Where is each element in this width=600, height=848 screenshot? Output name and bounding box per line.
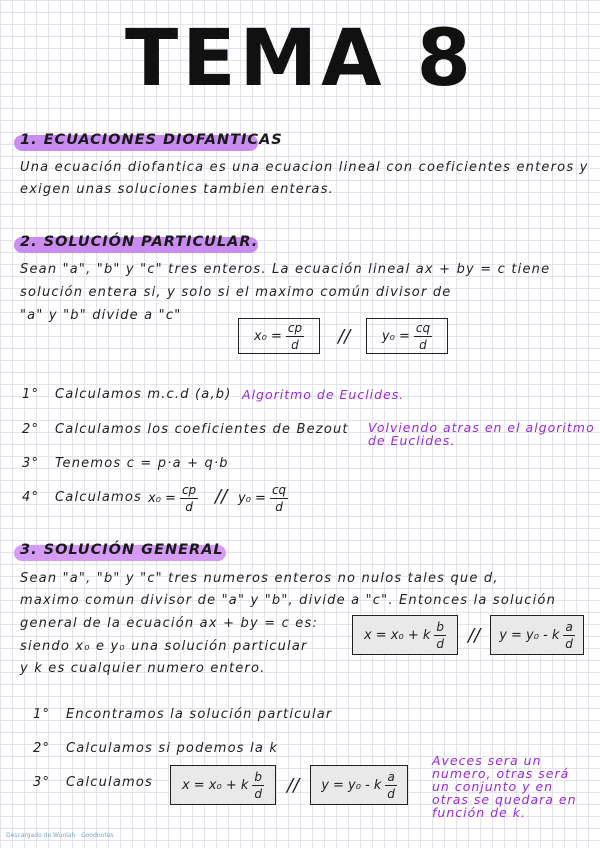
section-3-heading: 3. SOLUCIÓN GENERAL xyxy=(20,542,224,558)
formula-left: y₀ = xyxy=(238,491,266,506)
step-formula-x0 xyxy=(148,484,198,513)
denominator: d xyxy=(291,337,299,352)
section-3-line: maximo comun divisor de "a" y "b", divide a "c". Entonces la solución xyxy=(20,593,557,608)
numerator: b xyxy=(254,769,263,784)
step-formula-y0 xyxy=(238,484,288,513)
step-text: Tenemos c = p·a + q·b xyxy=(55,456,229,471)
page-title: TEMA 8 xyxy=(125,14,475,104)
section-3-line: general de la ecuación ax + by = c es: xyxy=(20,616,319,631)
numerator: cp xyxy=(181,483,197,497)
step-number: 2° xyxy=(33,741,51,756)
fraction xyxy=(270,484,288,513)
section-2-heading: 2. SOLUCIÓN PARTICULAR. xyxy=(20,234,259,250)
section-1-line: exigen unas soluciones tambien enteras. xyxy=(20,182,335,197)
step-number: 4° xyxy=(22,490,40,505)
numerator: b xyxy=(436,619,445,634)
section-2-line: Sean "a", "b" y "c" tres enteros. La ecuación lineal ax + by = c tiene xyxy=(20,262,551,277)
fraction xyxy=(252,771,264,800)
step-text: Calculamos m.c.d (a,b) xyxy=(55,387,232,402)
numerator: cp xyxy=(287,320,303,335)
step-number: 2° xyxy=(22,422,40,437)
side-note: numero, otras será xyxy=(432,766,570,781)
section-2-line: solución entera si, y solo si el maximo común divisor de xyxy=(20,285,452,300)
step-note: Volviendo atras en el algoritmo xyxy=(368,420,595,435)
step-text: Calculamos xyxy=(55,490,143,505)
fraction xyxy=(180,484,198,513)
formula-left: x₀ = xyxy=(148,491,176,506)
step-note: Algoritmo de Euclides. xyxy=(242,387,405,402)
denominator: d xyxy=(419,337,427,352)
formula-left: y₀ = xyxy=(381,328,410,344)
step-number: 3° xyxy=(22,456,40,471)
side-note: función de k. xyxy=(432,805,526,820)
section-1-heading: 1. ECUACIONES DIOFANTICAS xyxy=(20,132,283,148)
formula-box-y-general xyxy=(490,615,584,655)
numerator: cq xyxy=(415,320,431,335)
formula-left: x₀ = xyxy=(253,328,282,344)
formula-left: x = x₀ + k xyxy=(363,627,431,643)
section-3-line: y k es cualquier numero entero. xyxy=(20,661,266,676)
section-3-line: siendo x₀ e y₀ una solución particular xyxy=(20,639,308,654)
formula-box-y0 xyxy=(366,318,448,354)
numerator: a xyxy=(565,619,573,634)
denominator: d xyxy=(565,636,573,651)
step-text: Calculamos si podemos la k xyxy=(66,741,279,756)
section-3-line: Sean "a", "b" y "c" tres numeros enteros no nulos tales que d, xyxy=(20,571,499,586)
step-text: Encontramos la solución particular xyxy=(66,707,333,722)
section-1-line: Una ecuación diofantica es una ecuacion lineal con coeficientes enteros y xyxy=(20,160,589,175)
numerator: a xyxy=(387,769,395,784)
fraction xyxy=(286,322,304,351)
section-2-line: "a" y "b" divide a "c" xyxy=(20,308,182,323)
denominator: d xyxy=(275,500,283,514)
step-number: 1° xyxy=(22,387,40,402)
formula-left: y = y₀ - k xyxy=(499,627,560,643)
step-formula-x-general xyxy=(170,765,276,805)
fraction xyxy=(434,621,446,650)
side-note: otras se quedara en xyxy=(432,792,577,807)
numerator: cq xyxy=(271,483,287,497)
separator: // xyxy=(338,326,351,347)
separator: // xyxy=(215,486,228,507)
formula-left: x = x₀ + k xyxy=(181,777,249,793)
step-text: Calculamos los coeficientes de Bezout xyxy=(55,422,349,437)
denominator: d xyxy=(436,636,445,651)
step-note: de Euclides. xyxy=(368,433,456,448)
step-formula-y-general xyxy=(310,765,408,805)
formula-box-x0 xyxy=(238,318,320,354)
side-note: Aveces sera un xyxy=(432,753,542,768)
denominator: d xyxy=(254,786,263,801)
separator: // xyxy=(468,625,481,646)
step-text: Calculamos xyxy=(66,775,154,790)
fraction xyxy=(563,621,574,650)
step-number: 3° xyxy=(33,775,51,790)
formula-left: y = y₀ - k xyxy=(321,777,382,793)
formula-box-x-general xyxy=(352,615,458,655)
side-note: un conjunto y en xyxy=(432,779,554,794)
denominator: d xyxy=(387,786,395,801)
fraction xyxy=(414,322,432,351)
separator: // xyxy=(287,775,300,796)
denominator: d xyxy=(185,500,193,514)
watermark: Descargado de Wuolah · Goodnotes xyxy=(6,832,114,839)
fraction xyxy=(385,771,396,800)
step-number: 1° xyxy=(33,707,51,722)
